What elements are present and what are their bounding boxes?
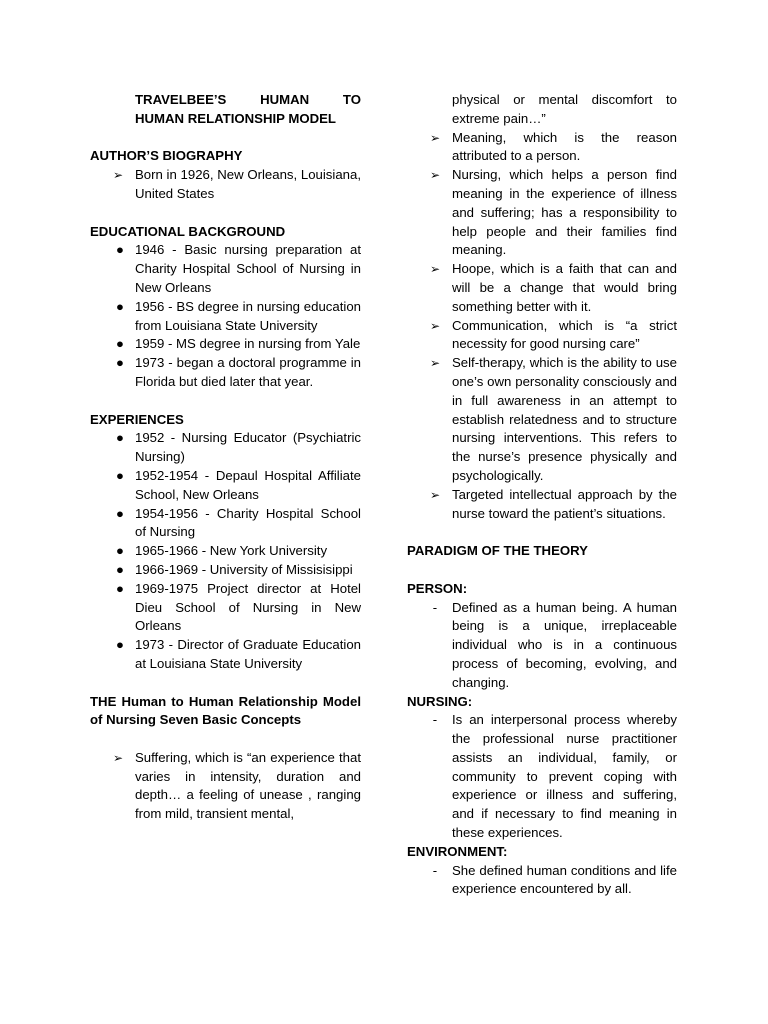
list-item: ➢ Suffering, which is “an experience that varies in intensity, duration and depth… a feeling of unease , ranging from mild, transient mental,	[90, 749, 361, 824]
left-column	[90, 91, 361, 824]
list-item: ● 1952 - Nursing Educator (Psychiatric Nursing)	[90, 429, 361, 467]
list-item: ● 1973 - began a doctoral programme in Florida but died later that year.	[90, 354, 361, 392]
list-item: ➢ Born in 1926, New Orleans, Louisiana, United States	[90, 166, 361, 204]
list-item: ➢ Self-therapy, which is the ability to use one’s own personality consciously and in full awareness in an attempt to establish relatedness and to structure nursing interventions. This refers to the nurse’s presence physically and psychologically.	[407, 354, 677, 486]
person-list	[407, 599, 677, 693]
list-item: ● 1965-1966 - New York University	[90, 542, 361, 561]
bullet-icon: ●	[116, 336, 124, 352]
list-item: ● 1966-1969 - University of Missisisippi	[90, 561, 361, 580]
concepts-list-right	[407, 129, 677, 524]
bullet-icon: ●	[116, 242, 124, 258]
bullet-icon: ●	[116, 355, 124, 371]
concepts-list-left	[90, 749, 361, 824]
arrow-bullet-icon: ➢	[112, 168, 124, 183]
nursing-heading: NURSING:	[407, 693, 473, 709]
nursing-list	[407, 711, 677, 843]
list-item: - Defined as a human being. A human being is a unique, irreplaceable individual who is in a continuous process of becoming, evolving, and changing.	[407, 599, 677, 693]
bullet-icon: ●	[116, 298, 124, 314]
education-list	[90, 241, 361, 391]
dash-bullet-icon: -	[432, 862, 438, 878]
arrow-bullet-icon: ➢	[429, 487, 441, 502]
right-column	[407, 91, 677, 899]
list-item: ➢ Meaning, which is the reason attributed to a person.	[407, 129, 677, 167]
arrow-bullet-icon: ➢	[429, 168, 441, 183]
list-item: ● 1954-1956 - Charity Hospital School of Nursing	[90, 505, 361, 543]
list-item: ➢ Targeted intellectual approach by the nurse toward the patient’s situations.	[407, 486, 677, 524]
list-item: ● 1956 - BS degree in nursing education from Louisiana State University	[90, 298, 361, 336]
arrow-bullet-icon: ➢	[429, 262, 441, 277]
list-item: ➢ Nursing, which helps a person find meaning in the experience of illness and suffering; has a responsibility to help people and their families find meaning.	[407, 166, 677, 260]
environment-heading: ENVIRONMENT:	[407, 843, 508, 859]
arrow-bullet-icon: ➢	[112, 750, 124, 765]
arrow-bullet-icon: ➢	[429, 356, 441, 371]
title-line-2: HUMAN RELATIONSHIP MODEL	[135, 110, 336, 126]
bullet-icon: ●	[116, 467, 124, 483]
concepts-heading: THE Human to Human Relationship Model of Nursing Seven Basic Concepts	[90, 693, 361, 728]
document-title	[135, 91, 361, 129]
biography-heading: AUTHOR’S BIOGRAPHY	[90, 148, 243, 164]
education-heading: EDUCATIONAL BACKGROUND	[90, 223, 286, 239]
experiences-list	[90, 429, 361, 673]
biography-list	[90, 166, 361, 204]
list-item: ➢ Hoope, which is a faith that can and will be a change that would bring something better with it.	[407, 260, 677, 316]
list-item: ● 1969-1975 Project director at Hotel Dieu School of Nursing in New Orleans	[90, 580, 361, 636]
list-item: ● 1959 - MS degree in nursing from Yale	[90, 335, 361, 354]
list-item: ➢ Communication, which is “a strict necessity for good nursing care”	[407, 317, 677, 355]
list-item: - Is an interpersonal process whereby the professional nurse practitioner assists an individual, family, or community to prevent coping with experience or illness and suffering, and if necessary to find meaning in these experiences.	[407, 711, 677, 843]
bullet-icon: ●	[116, 580, 124, 596]
person-heading: PERSON:	[407, 580, 468, 596]
bullet-icon: ●	[116, 637, 124, 653]
bullet-icon: ●	[116, 543, 124, 559]
paradigm-heading: PARADIGM OF THE THEORY	[407, 543, 588, 559]
bullet-icon: ●	[116, 505, 124, 521]
experiences-heading: EXPERIENCES	[90, 411, 184, 427]
suffering-continuation: physical or mental discomfort to extreme pain…”	[452, 92, 677, 126]
list-item: - She defined human conditions and life experience encountered by all.	[407, 862, 677, 900]
arrow-bullet-icon: ➢	[429, 318, 441, 333]
list-item: ● 1946 - Basic nursing preparation at Charity Hospital School of Nursing in New Orleans	[90, 241, 361, 297]
arrow-bullet-icon: ➢	[429, 130, 441, 145]
list-item: ● 1952-1954 - Depaul Hospital Affiliate School, New Orleans	[90, 467, 361, 505]
bullet-icon: ●	[116, 430, 124, 446]
title-line-1: TRAVELBEE’S HUMAN TO	[135, 92, 361, 107]
dash-bullet-icon: -	[432, 712, 438, 728]
list-item: ● 1973 - Director of Graduate Education at Louisiana State University	[90, 636, 361, 674]
environment-list	[407, 862, 677, 900]
bullet-icon: ●	[116, 561, 124, 577]
dash-bullet-icon: -	[432, 599, 438, 615]
